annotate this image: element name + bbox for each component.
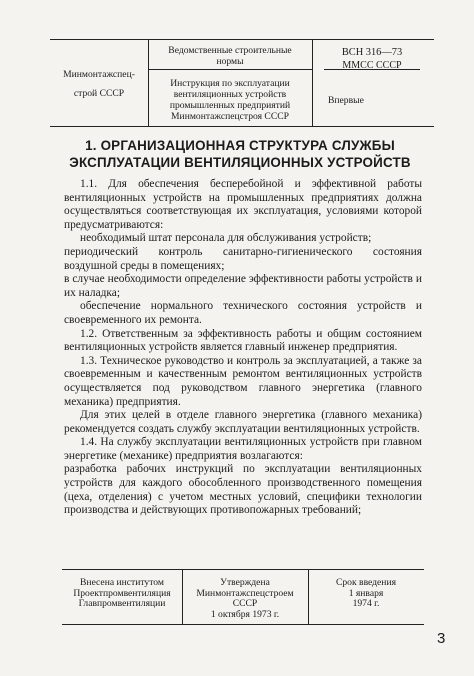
body-text xyxy=(64,178,422,518)
header-table xyxy=(50,39,434,127)
section-title-line1: 1. ОРГАНИЗАЦИОННАЯ СТРУКТУРА СЛУЖБЫ xyxy=(85,138,395,153)
approved-by: Утверждена Минмонтажспецстроем СССР 1 октября 1973 г. xyxy=(196,577,294,620)
paragraph: 1.2. Ответственным за эффективность работы и общим состоянием вентиляционных устройств является главный инженер предприятия. xyxy=(64,327,422,354)
paragraph: обеспечение нормального технического состояния устройств и своевременного их ремонта. xyxy=(64,300,422,326)
document-code: ВСН 316—73 xyxy=(341,47,403,58)
footer-table xyxy=(62,569,424,625)
header-divider xyxy=(312,40,313,126)
submitted-by: Внесена институтом Проектпромвентиляция Главпромвентиляции xyxy=(73,577,171,610)
document-type: Ведомственные строительные нормы xyxy=(168,45,292,67)
paragraph: 1.3. Техническое руководство и контроль за эксплуатацией, а также за своевременным и качественным ремонтом вентиляционных устройств осуществляется под руководством главного энергетика (главного механика) предприятия. xyxy=(64,354,422,408)
effective-date: Срок введения 1 января 1974 г. xyxy=(335,577,396,610)
paragraph: периодический контроль санитарно-гигиенического состояния воздушной среды в помещениях; xyxy=(64,245,422,272)
paragraph: разработка рабочих инструкций по эксплуатации вентиляционных устройств для каждого обособленного производственного помещения (цеха, отделения) с учетом местных условий, специфики технологии производства и действующих противопожарных требований; xyxy=(64,463,422,517)
header-divider xyxy=(148,69,312,70)
paragraph: в случае необходимости определение эффективности работы устройств и их наладка; xyxy=(64,273,422,299)
edition-status: Впервые xyxy=(328,95,364,106)
paragraph: Для этих целей в отделе главного энергетика (главного механика) рекомендуется создать службу эксплуатации вентиляционных устройств. xyxy=(64,409,422,435)
document-code-org: ММСС СССР xyxy=(342,60,402,71)
page-number: 3 xyxy=(437,630,446,647)
document-title: Инструкция по эксплуатации вентиляционных устройств промышленных предприятий Минмонтажспецстроя СССР xyxy=(169,78,291,122)
paragraph: необходимый штат персонала для обслуживания устройств; xyxy=(80,232,372,245)
paragraph: 1.4. На службу эксплуатации вентиляционных устройств при главном энергетике (механике) предприятия возлагаются: xyxy=(64,436,422,462)
section-title-line2: ЭКСПЛУАТАЦИИ ВЕНТИЛЯЦИОННЫХ УСТРОЙСТВ xyxy=(69,155,411,170)
ministry-name: Минмонтажспец- строй СССР xyxy=(63,69,135,99)
paragraph: 1.1. Для обеспечения бесперебойной и эффективной работы вентиляционных устройств на промышленных предприятиях должна осуществляться соответствующая их эксплуатация, условиями которой предусматриваются: xyxy=(64,178,422,231)
